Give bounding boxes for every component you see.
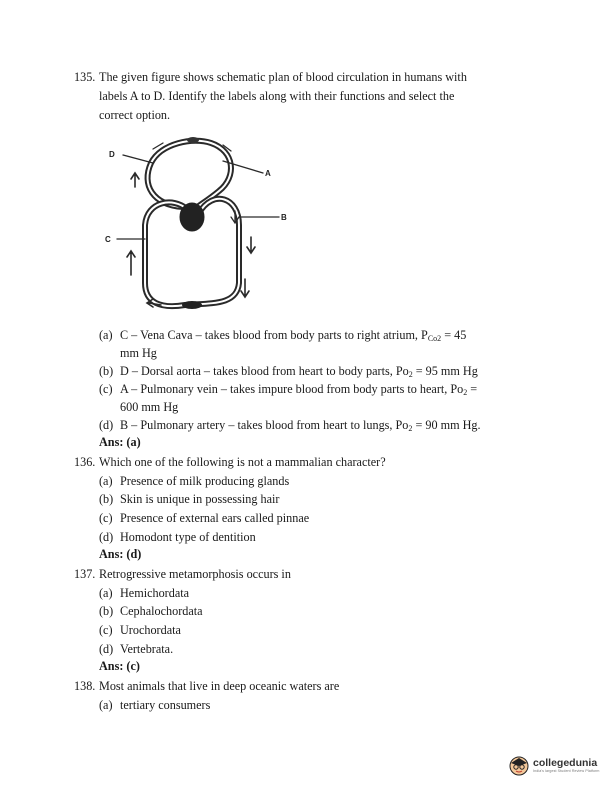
option: (b) Cephalochordata (99, 604, 203, 618)
diagram-label-a: A (265, 169, 271, 178)
logo-tagline: India's largest Student Review Platform (533, 768, 600, 773)
option: (c) Presence of external ears called pinnae (99, 511, 310, 525)
blood-circulation-diagram (95, 125, 295, 325)
question-line: labels A to D. Identify the labels along with their functions and select the (99, 89, 455, 103)
option: (a) C – Vena Cava – takes blood from body parts to right atrium, $P_{Co2} = 45$ (99, 328, 467, 343)
collegedunia-logo (508, 754, 600, 776)
diagram-label-c: C (105, 235, 111, 244)
answer: Ans: (c) (99, 659, 140, 673)
lung-capillary (187, 137, 199, 143)
option: (d) B – Pulmonary artery – takes blood from heart to lungs, $Po_2 = 90$ mm Hg. (99, 418, 481, 433)
option: (d) Vertebrata. (99, 642, 174, 656)
option: (b) D – Dorsal aorta – takes blood from heart to body parts, $Po_2 = 95$ mm Hg (99, 364, 478, 379)
question-text: Retrogressive metamorphosis occurs in (99, 567, 291, 581)
option-continuation: 600 mm Hg (120, 400, 179, 414)
option: (a) Presence of milk producing glands (99, 474, 290, 488)
flow-arrow-icon (247, 237, 255, 253)
option-continuation: mm Hg (120, 346, 157, 360)
question-number: 137. (74, 567, 96, 581)
heart (180, 203, 204, 231)
mascot-icon (508, 754, 530, 776)
option: (c) Urochordata (99, 623, 181, 637)
question-number: 138. (74, 679, 96, 693)
answer: Ans: (d) (99, 547, 142, 561)
answer: Ans: (a) (99, 435, 141, 449)
diagram-label-d: D (109, 150, 115, 159)
pointer-d (123, 155, 153, 163)
flow-arrow-icon (131, 173, 139, 187)
question-line: The given figure shows schematic plan of blood circulation in humans with (99, 70, 467, 84)
option: (c) A – Pulmonary vein – takes impure blood from body parts to heart, $Po_2$ = (99, 382, 478, 397)
flow-arrow-icon (241, 279, 249, 297)
question-text: Most animals that live in deep oceanic waters are (99, 679, 340, 693)
logo-text: collegedunia (533, 756, 598, 769)
question-text: Which one of the following is not a mammalian character? (99, 455, 386, 469)
question-number: 135. (74, 70, 96, 84)
option: (a) tertiary consumers (99, 698, 211, 712)
flow-arrow-icon (127, 251, 135, 275)
option: (a) Hemichordata (99, 586, 190, 600)
option: (b) Skin is unique in possessing hair (99, 492, 280, 506)
diagram-label-b: B (281, 213, 287, 222)
question-number: 136. (74, 455, 96, 469)
option: (d) Homodont type of dentition (99, 530, 256, 544)
question-line: correct option. (99, 108, 171, 122)
body-capillary (182, 301, 202, 309)
